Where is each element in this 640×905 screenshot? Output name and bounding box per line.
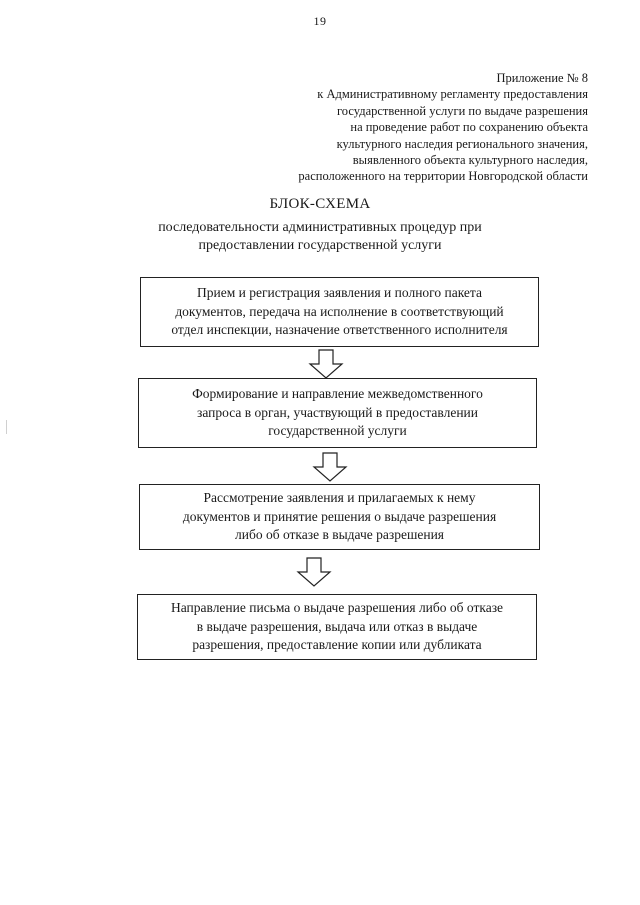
step-text-line: Прием и регистрация заявления и полного пакета <box>197 285 482 301</box>
step-text-line: государственной услуги <box>268 423 407 439</box>
subtitle-line: предоставлении государственной услуги <box>198 238 442 253</box>
step-text-line: документов и принятие решения о выдаче разрешения <box>182 508 497 524</box>
appendix-line: Приложение № 8 <box>496 71 588 85</box>
step-text-line: Формирование и направление межведомственного <box>192 386 483 402</box>
appendix-line: расположенного на территории Новгородской области <box>298 169 588 184</box>
flowchart-subtitle <box>0 219 640 255</box>
step-text-line: Рассмотрение заявления и прилагаемых к нему <box>203 490 476 506</box>
down-arrow-icon <box>296 557 332 587</box>
subtitle-line: последовательности административных процедур при <box>158 220 482 235</box>
step-3-box <box>139 484 540 550</box>
step-2-box <box>138 378 537 448</box>
step-text-line: отдел инспекции, назначение ответственного исполнителя <box>171 322 508 338</box>
flowchart-title: БЛОК-СХЕМА <box>269 196 371 212</box>
appendix-header <box>188 70 588 185</box>
down-arrow-icon <box>308 349 344 379</box>
step-text-line: запроса в орган, участвующий в предоставлении <box>196 404 478 420</box>
step-text-line: Направление письма о выдаче разрешения либо об отказе <box>170 600 504 616</box>
step-text-line: либо об отказе в выдаче разрешения <box>235 527 444 543</box>
scan-margin-mark <box>6 420 7 434</box>
appendix-line: к Административному регламенту предоставления <box>317 87 588 102</box>
appendix-line: культурного наследия регионального значения, <box>336 136 588 151</box>
appendix-line: на проведение работ по сохранению объекта <box>350 120 588 135</box>
appendix-line: государственной услуги по выдаче разрешения <box>336 103 588 118</box>
page-number: 19 <box>313 14 327 28</box>
step-4-box <box>137 594 537 660</box>
down-arrow-icon <box>312 452 348 482</box>
step-text-line: документов, передача на исполнение в соответствующий <box>175 303 504 319</box>
appendix-line: выявленного объекта культурного наследия, <box>352 153 588 168</box>
step-1-box <box>140 277 539 347</box>
step-text-line: в выдаче разрешения, выдача или отказ в выдаче <box>196 618 478 634</box>
step-text-line: разрешения, предоставление копии или дубликата <box>192 637 482 653</box>
